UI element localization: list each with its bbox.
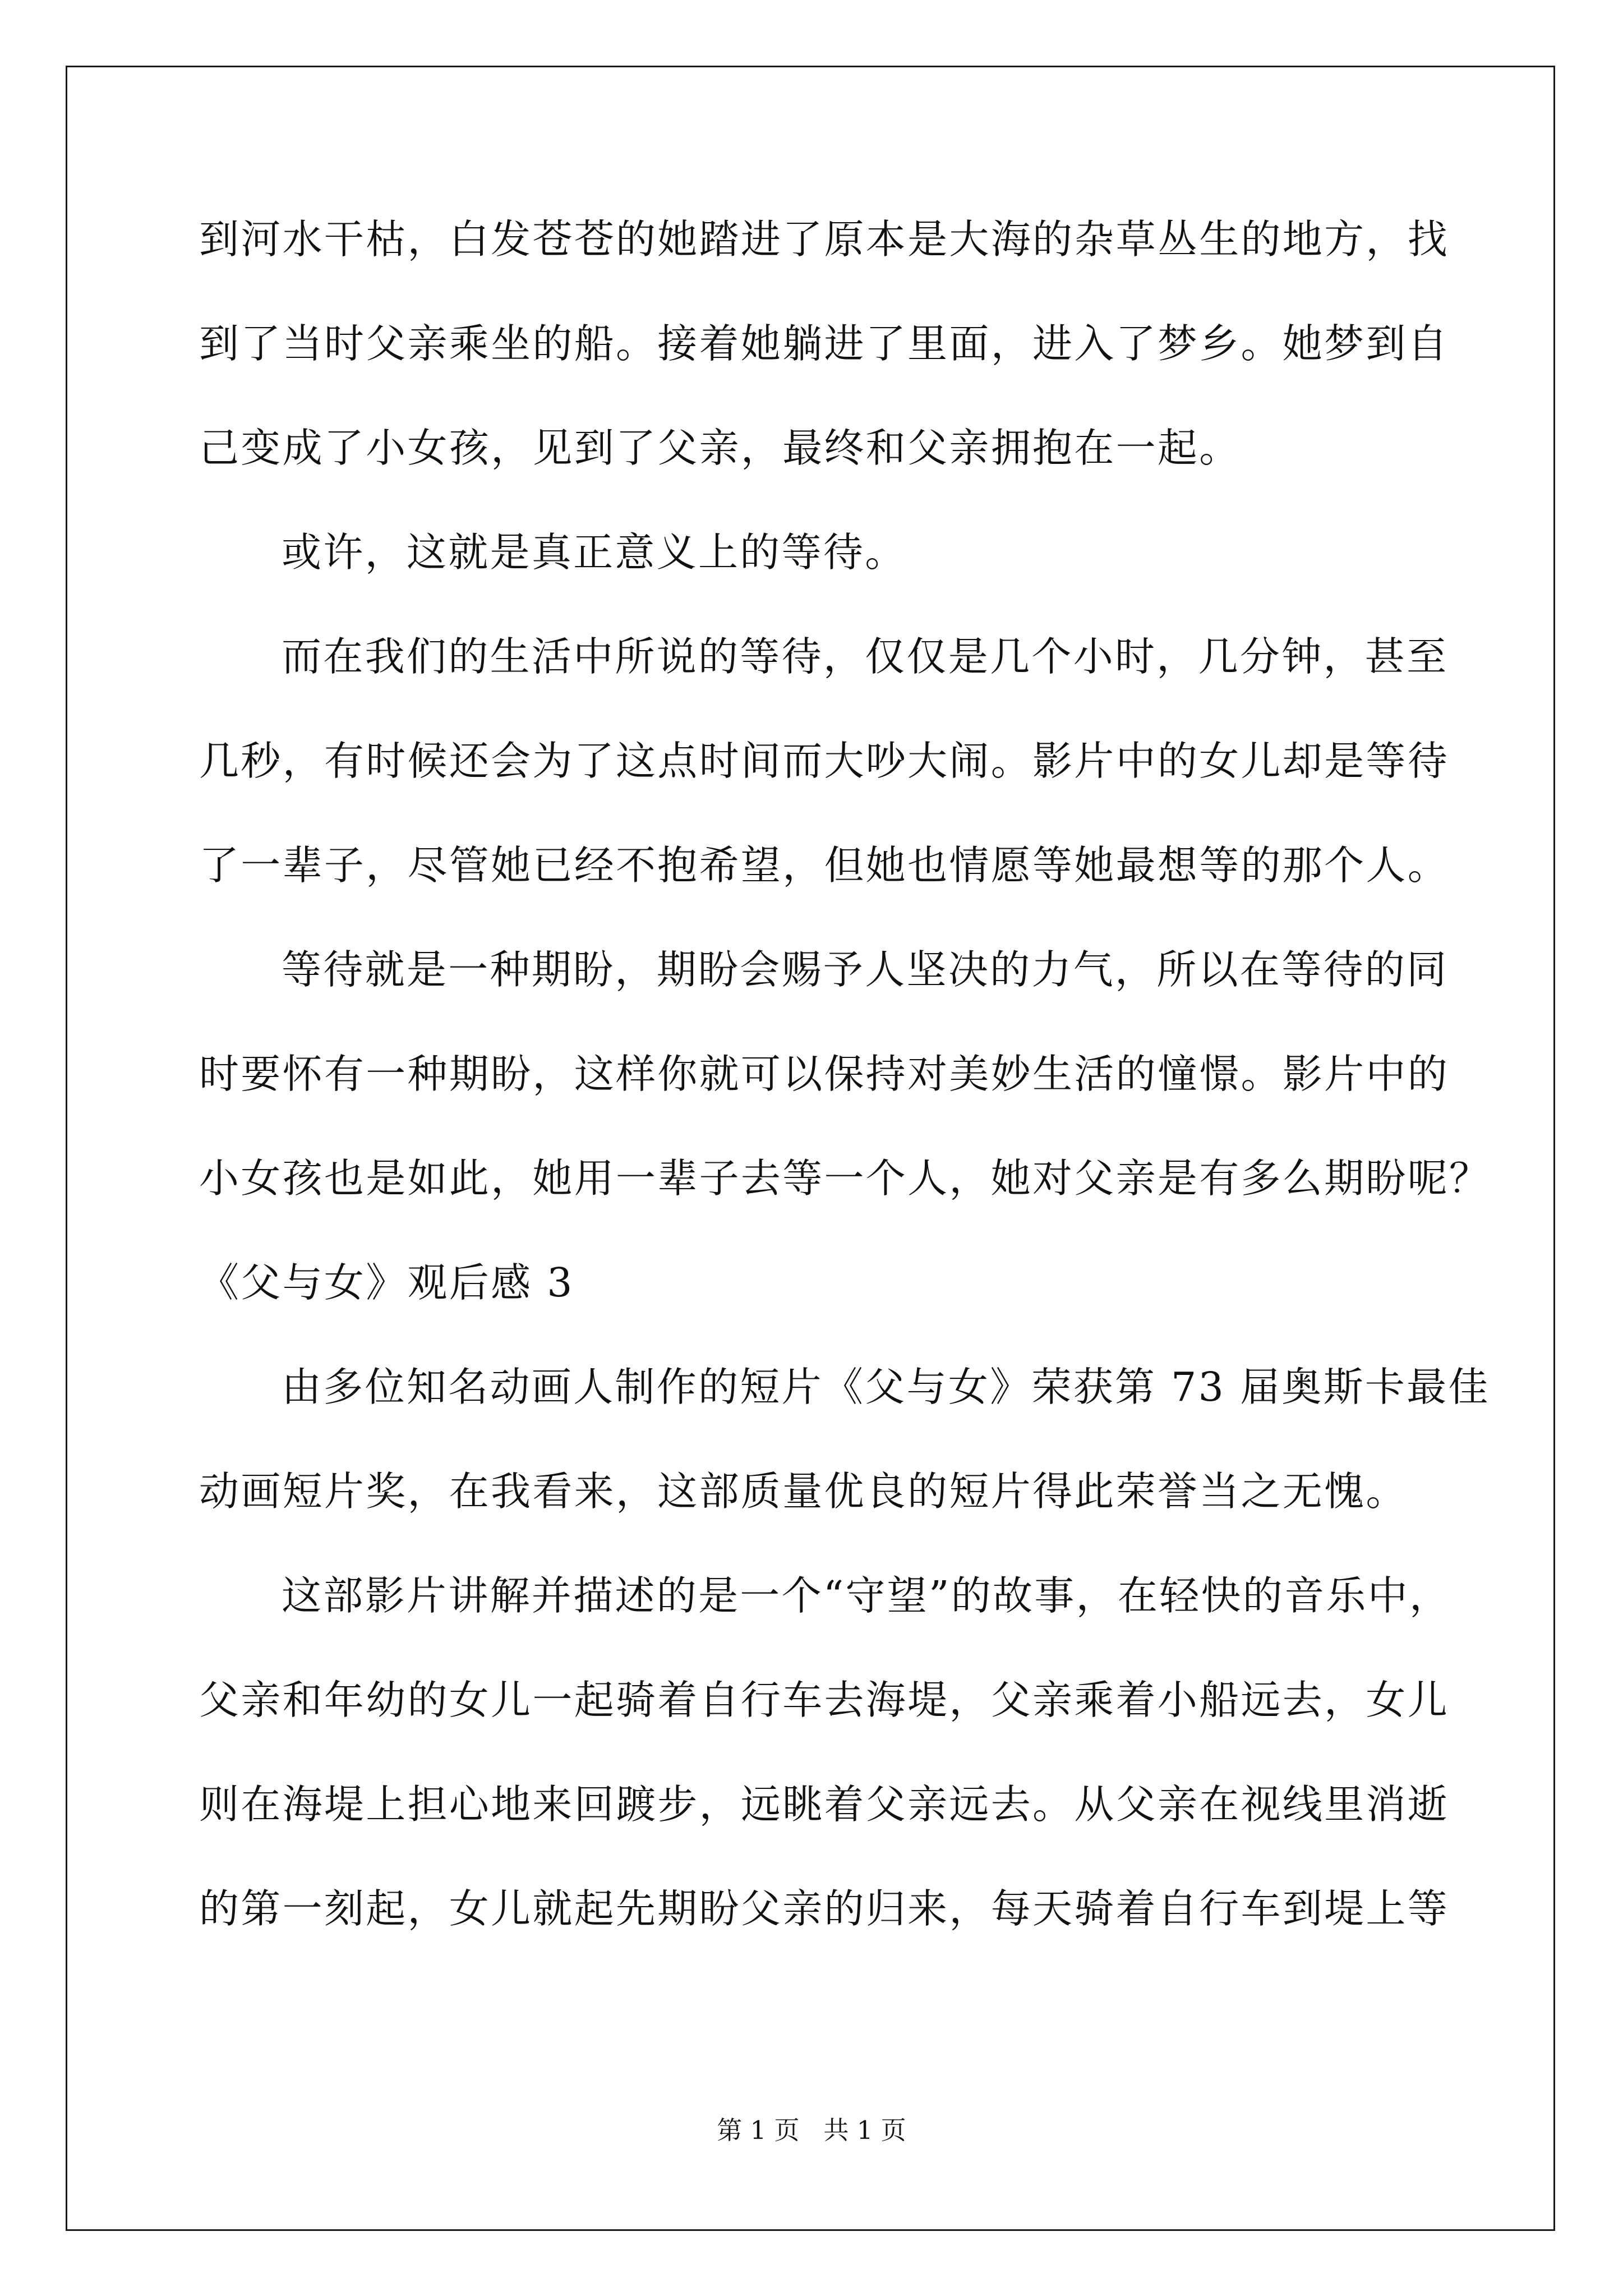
text-line-2: 到了当时父亲乘坐的船。接着她躺进了里面，进入了梦乡。她梦到自 (199, 320, 1450, 367)
text-line-3: 己变成了小女孩，见到了父亲，最终和父亲拥抱在一起。 (199, 425, 1241, 471)
text-line-6: 几秒，有时候还会为了这点时间而大吵大闹。影片中的女儿却是等待 (199, 738, 1450, 784)
page-footer: 第 1 页 共 1 页 (717, 2115, 906, 2145)
text-line-16: 则在海堤上担心地来回踱步，远眺着父亲远去。从父亲在视线里消逝 (199, 1781, 1450, 1828)
text-line-10: 小女孩也是如此，她用一辈子去等一个人，她对父亲是有多么期盼呢？ (199, 1155, 1491, 1202)
text-line-1: 到河水干枯，白发苍苍的她踏进了原本是大海的杂草丛生的地方，找 (199, 216, 1450, 263)
text-line-9: 时要怀有一种期盼，这样你就可以保持对美妙生活的憧憬。影片中的 (199, 1051, 1450, 1097)
text-line-13: 动画短片奖，在我看来，这部质量优良的短片得此荣誉当之无愧。 (199, 1468, 1408, 1515)
text-line-15: 父亲和年幼的女儿一起骑着自行车去海堤，父亲乘着小船远去，女儿 (199, 1677, 1450, 1723)
text-line-8: 等待就是一种期盼，期盼会赐予人坚决的力气，所以在等待的同 (282, 946, 1449, 993)
text-line-17: 的第一刻起，女儿就起先期盼父亲的归来，每天骑着自行车到堤上等 (199, 1885, 1450, 1932)
text-line-5: 而在我们的生活中所说的等待，仅仅是几个小时，几分钟，甚至 (282, 633, 1449, 680)
text-line-7: 了一辈子，尽管她已经不抱希望，但她也情愿等她最想等的那个人。 (199, 842, 1450, 889)
text-line-4: 或许，这就是真正意义上的等待。 (282, 529, 907, 576)
text-line-12: 由多位知名动画人制作的短片《父与女》荣获第 73 届奥斯卡最佳 (282, 1364, 1490, 1410)
text-line-14: 这部影片讲解并描述的是一个“守望”的故事，在轻快的音乐中， (282, 1572, 1451, 1619)
section-heading: 《父与女》观后感 3 (199, 1259, 574, 1306)
